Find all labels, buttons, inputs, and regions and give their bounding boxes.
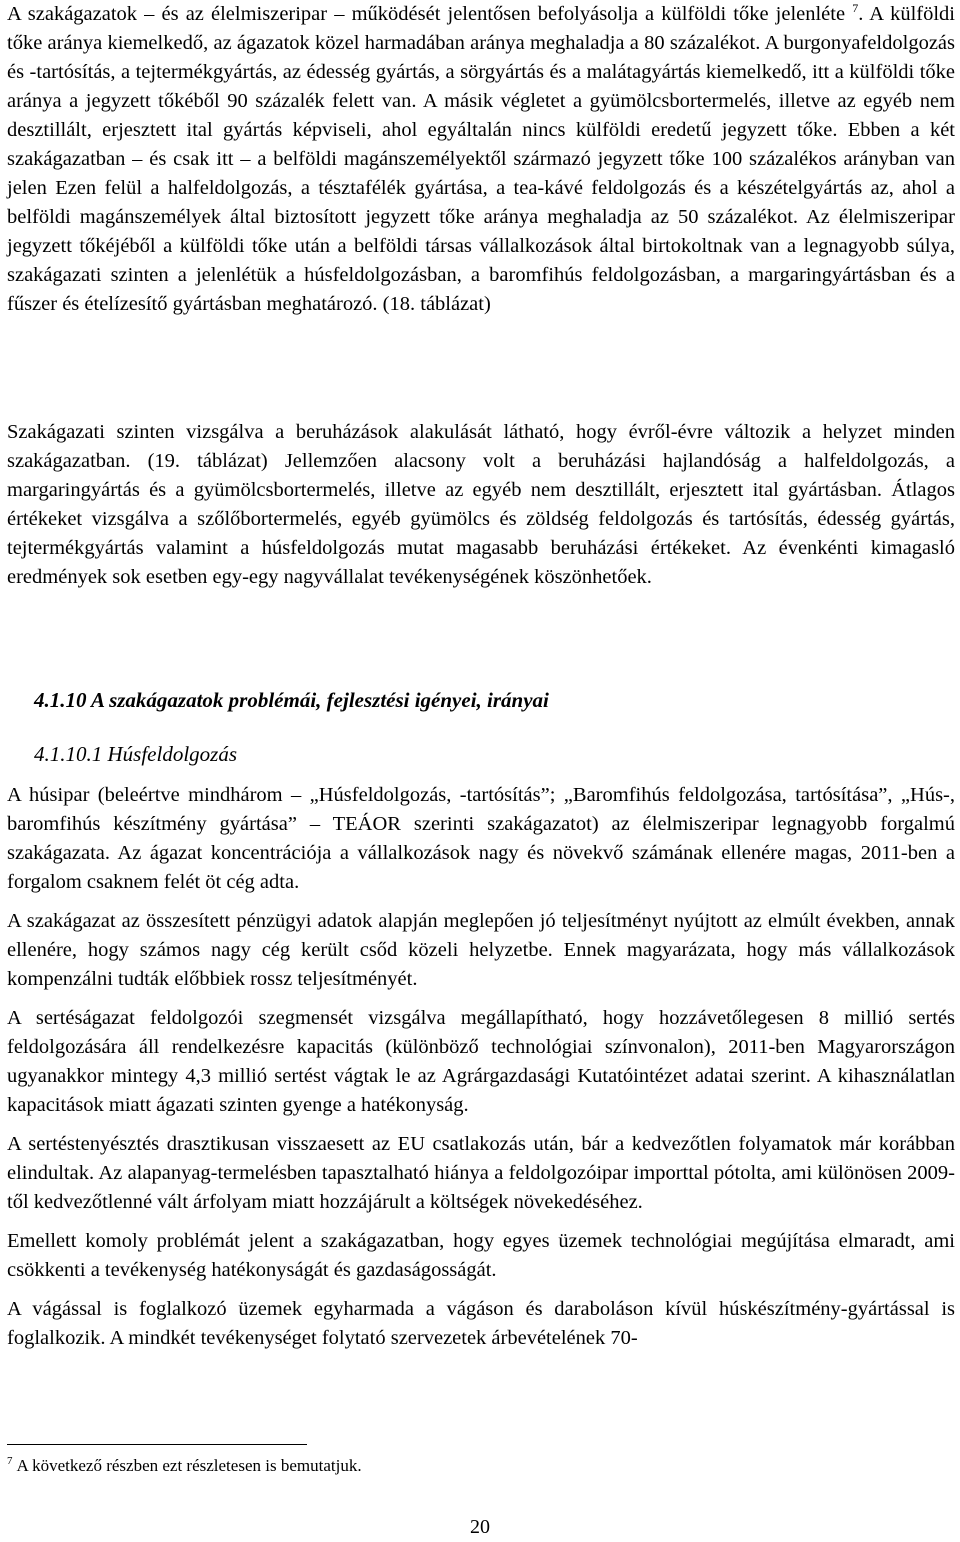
paragraph-pig-processing: A sertéságazat feldolgozói szegmensét vizsgálva megállapítható, hogy hozzávetőlegesen 8 millió sertés feldolgozására áll rendelkezésre kapacitás (különböző technológiai színvonalon), 2011-ben Magyarországon ugyanakkor mintegy 4,3 millió sertést vágtak le az Agrárgazdasági Kutatóintézet adatai szerint. A kihasználatlan kapacitások miatt ágazati szinten gyenge a hatékonyság.: [7, 1007, 955, 1116]
footnote-text: A következő részben ezt részletesen is bemutatjuk.: [16, 1456, 362, 1475]
paragraph-technology: Emellett komoly problémát jelent a szakágazatban, hogy egyes üzemek technológiai megújítása elmaradt, ami csökkenti a tevékenység hatékonyságát és gazdaságosságát.: [7, 1230, 955, 1281]
paragraph-financial-data: A szakágazat az összesített pénzügyi adatok alapján meglepően jó teljesítményt nyújtott az elmúlt években, annak ellenére, hogy számos nagy cég került csőd közeli helyzetbe. Ennek magyarázata, hogy más vállalkozások kompenzálni tudták előbbiek rossz teljesítményét.: [7, 910, 955, 990]
footnote: [7, 1455, 362, 1477]
paragraph-foreign-capital: [7, 0, 955, 319]
subsection-heading: 4.1.10.1 Húsfeldolgozás: [34, 742, 238, 766]
footnote-reference[interactable]: 7: [852, 1, 859, 16]
paragraph-text-start: A szakágazatok – és az élelmiszeripar – működését jelentősen befolyásolja a külföldi tőke jelenléte: [7, 3, 853, 25]
paragraph-pig-breeding: A sertéstenyésztés drasztikusan visszaesett az EU csatlakozás után, bár a kedvezőtlen folyamatok már korábban elindultak. Az alapanyag-termelésben tapasztalható hiánya a feldolgozóipar importtal pótolta, ami különösen 2009-től kedvezőtlenné vált árfolyam miatt hozzájárult a költségek növekedéséhez.: [7, 1133, 955, 1213]
investment-paragraph-block: [7, 418, 955, 592]
footnote-separator: [7, 1444, 307, 1445]
section-heading: 4.1.10 A szakágazatok problémái, fejlesztési igényei, irányai: [34, 688, 549, 712]
footnote-number: 7: [7, 1455, 13, 1468]
paragraph-slaughtering: A vágással is foglalkozó üzemek egyharmada a vágáson és daraboláson kívül húskészítmény-gyártással is foglalkozik. A mindkét tevékenységet folytató szervezetek árbevételének 70-: [7, 1298, 955, 1349]
paragraph-investments: Szakágazati szinten vizsgálva a beruházások alakulását látható, hogy évről-évre változik a helyzet minden szakágazatban. (19. táblázat) Jellemzően alacsony volt a beruházási hajlandóság a halfeldolgozás, a margaringyártás és a gyümölcsbortermelés, illetve az egyéb nem desztillált, erjesztett ital gyártásban. Átlagos értékeket vizsgálva a szőlőbortermelés, egyéb gyümölcs és zöldség feldolgozás és tartósítás, édesség gyártás, tejtermékgyártás valamint a húsfeldolgozás mutat magasabb beruházási értékeket. Az évenkénti kimagasló eredmények sok esetben egy-egy nagyvállalat tevékenységének köszönhetőek.: [7, 421, 955, 588]
paragraph-text-end: . A külföldi tőke aránya kiemelkedő, az ágazatok közel harmadában aránya meghaladja a 80 százalékot. A burgonyafeldolgozás és -tartósítás, a tejtermékgyártás, az édesség gyártás, a sörgyártás és a malátagyártás kiemelkedő, itt a külföldi tőke aránya a jegyzett tőkéből 90 százalék felett van. A másik végletet a gyümölcsbortermelés, illetve az egyéb nem desztillált, erjesztett ital gyártás képviseli, ahol egyáltalán nincs külföldi eredetű jegyzett tőke. Ebben a két szakágazatban – és csak itt – a belföldi magánszemélyektől származó jegyzett tőke 100 százalékos arányban van jelen Ezen felül a halfeldolgozás, a tésztafélék gyártása, a tea-kávé feldolgozás és a készételgyártás az, ahol a belföldi magánszemélyek által biztosított jegyzett tőke aránya meghaladja az 50 százalékot. Az élelmiszeripar jegyzett tőkéjéből a külföldi tőke után a belföldi társas vállalkozások által birtokoltnak van a legnagyobb súlya, szakágazati szinten a jelenlétük a húsfeldolgozásban, a baromfihús feldolgozásban, a margaringyártásban és a fűszer és ételízesítő gyártásban meghatározó. (18. táblázat): [7, 3, 955, 315]
paragraph-meat-industry: A húsipar (beleértve mindhárom – „Húsfeldolgozás, -tartósítás”; „Baromfihús feldolgozása, tartósítása”, „Hús-, baromfihús készítmény gyártása” – TEÁOR szerinti szakágazatot) az élelmiszeripar legnagyobb forgalmú szakágazata. Az ágazat koncentrációja a vállalkozások nagy és növekvő számának ellenére magas, 2011-ben a forgalom csaknem felét öt cég adta.: [7, 784, 955, 893]
top-paragraph-block: [7, 0, 955, 319]
page-number: 20: [470, 1516, 490, 1538]
meat-industry-block: [7, 781, 955, 1353]
